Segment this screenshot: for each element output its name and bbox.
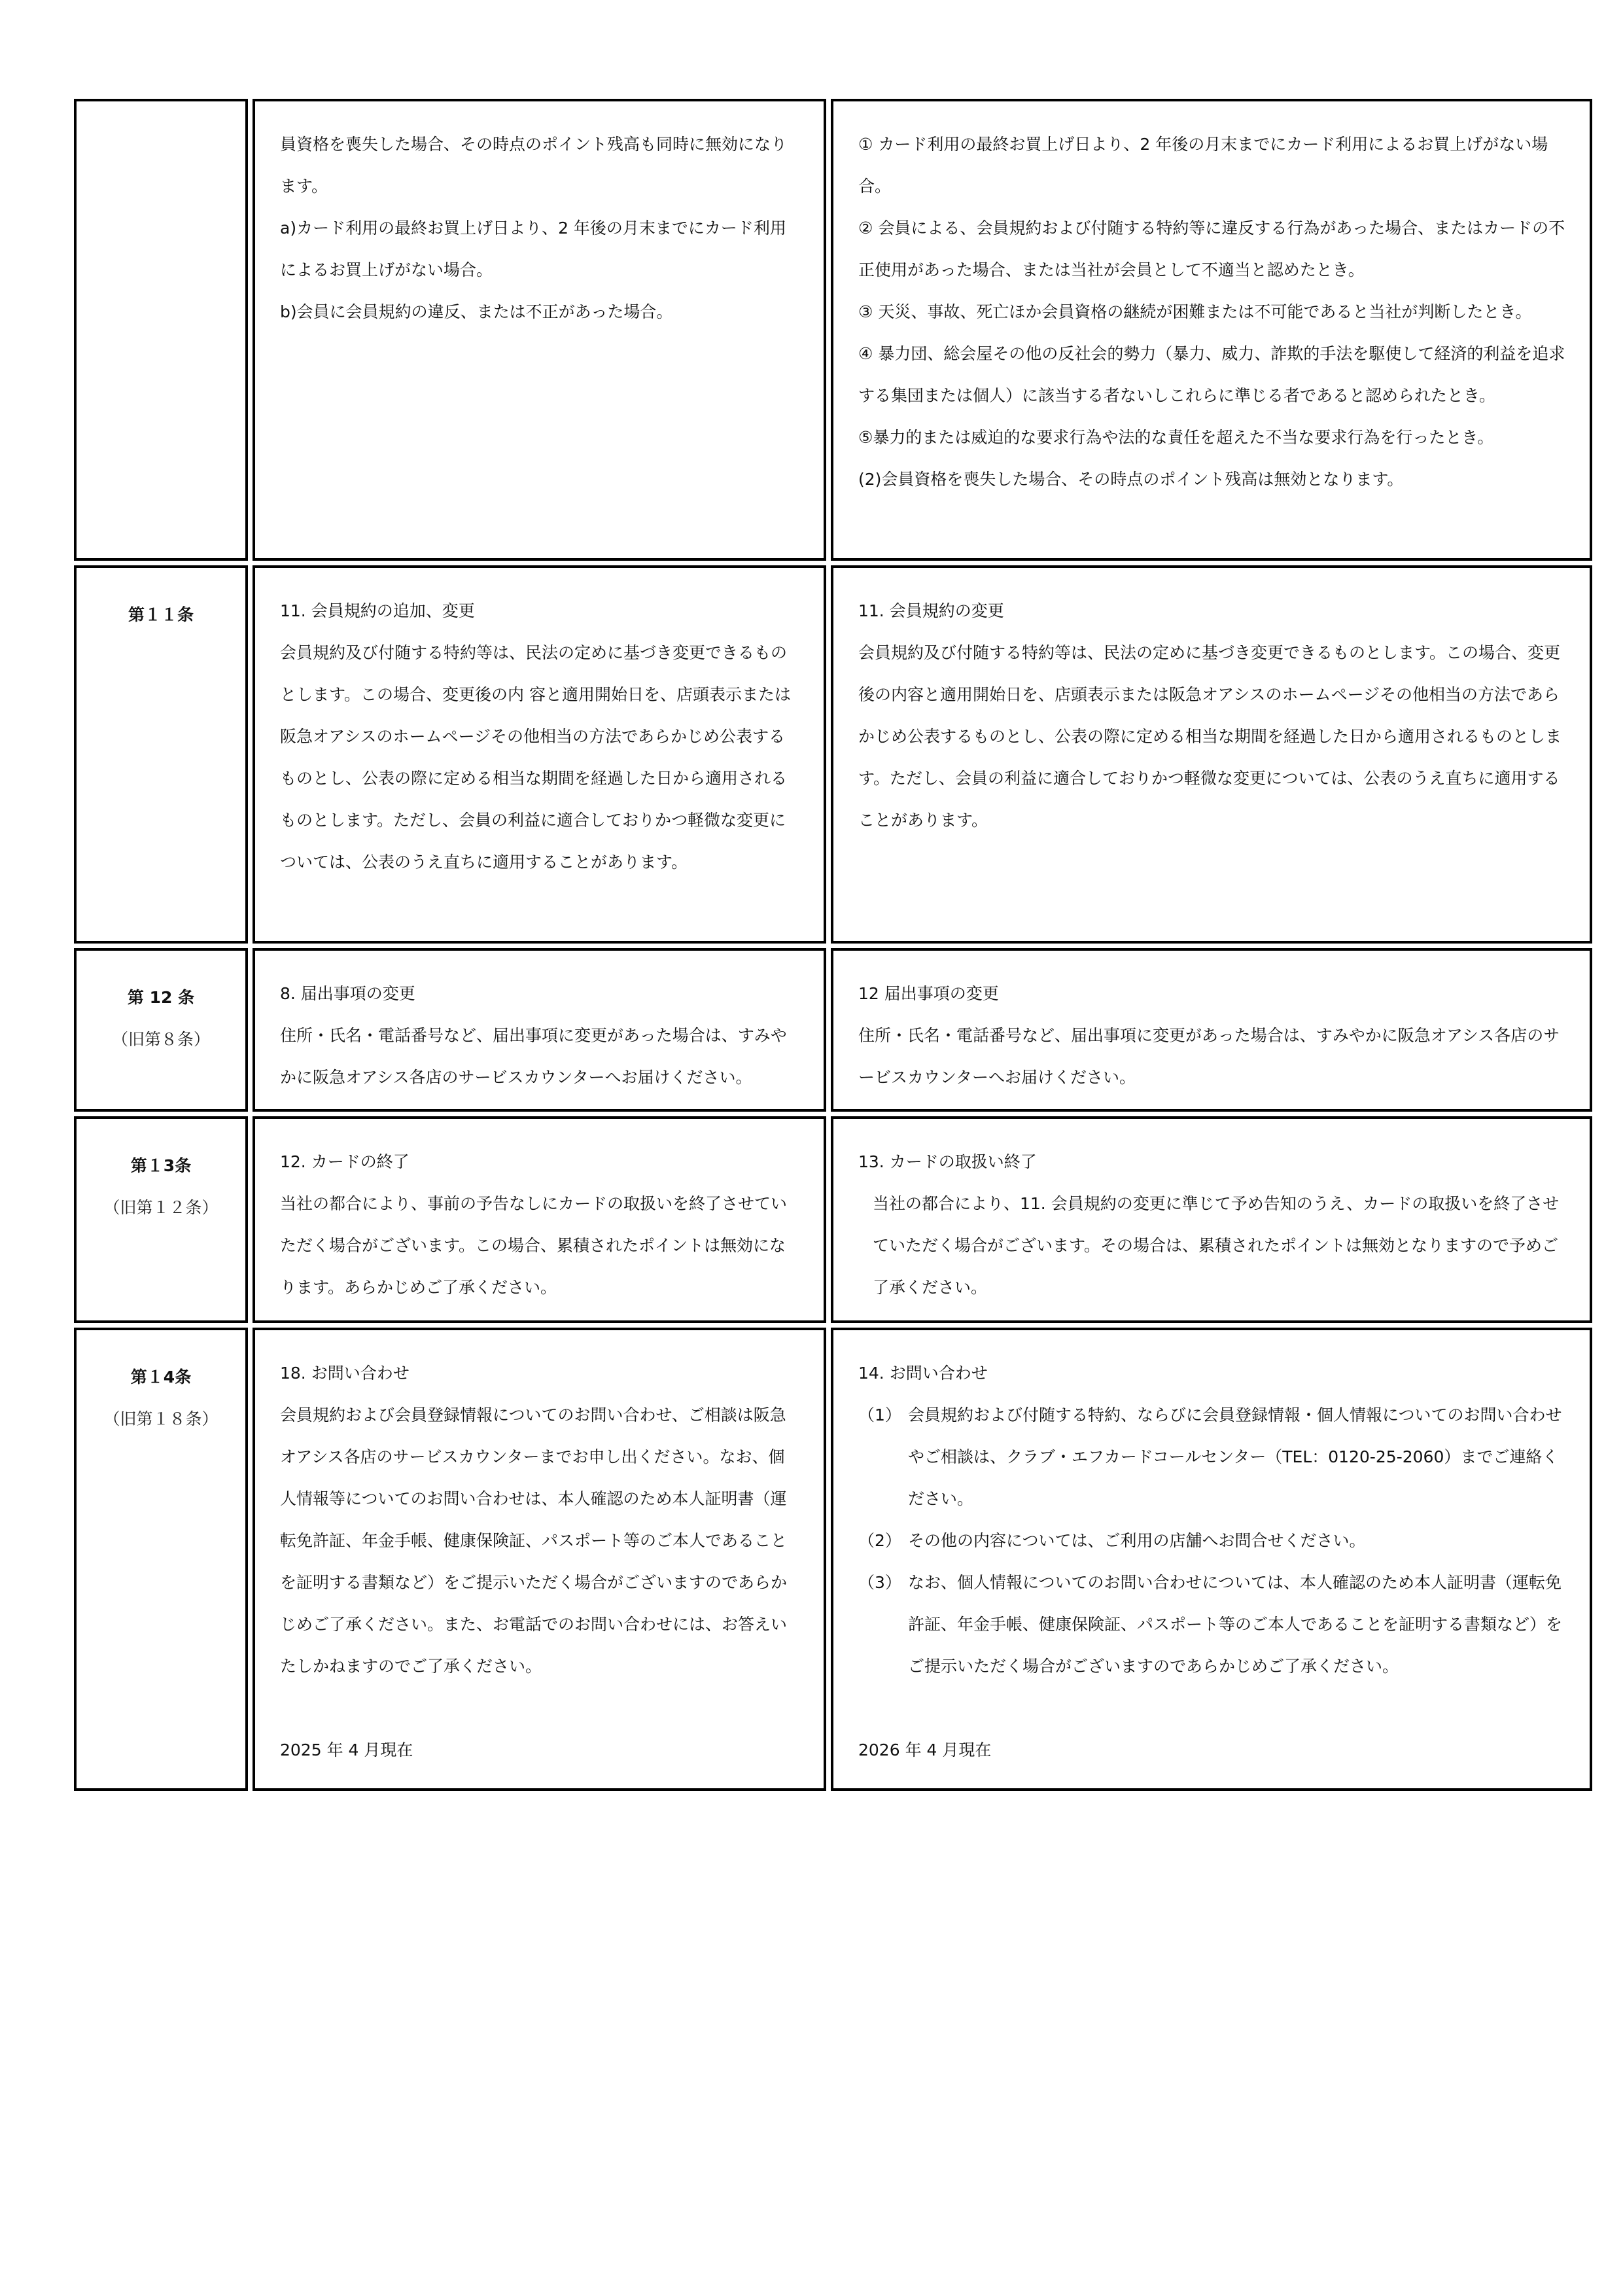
- new-text-line: ④ 暴力団、総会屋その他の反社会的勢力（暴力、威力、詐欺的手法を駆使して経済的利益を追求する集団または個人）に該当する者ないしこれらに準じる者であると認められたとき。: [858, 344, 1565, 405]
- article-cell: [74, 565, 248, 944]
- new-text-line: (2)会員資格を喪失した場合、その時点のポイント残高は無効となります。: [858, 470, 1404, 489]
- new-terms-cell: [831, 948, 1592, 1112]
- new-text-line: ③ 天災、事故、死亡ほか会員資格の継続が困難または不可能であると当社が判断したとき。: [858, 302, 1532, 321]
- new-terms-cell: [831, 565, 1592, 944]
- old-text-line: a)カード利用の最終お買上げ日より、2 年後の月末までにカード利用によるお買上げがない場合。: [280, 219, 786, 279]
- new-text-line: ② 会員による、会員規約および付随する特約等に違反する行為があった場合、またはカードの不正使用があった場合、または当社が会員として不適当と認めたとき。: [858, 219, 1565, 279]
- old-section-body: 会員規約および会員登録情報についてのお問い合わせ、ご相談は阪急オアシス各店のサービスカウンターまでお申し出ください。なお、個人情報等についてのお問い合わせは、本人確認のため本人証明書（運転免許証、年金手帳、健康保険証、パスポート等のご本人であることを証明する書類など）をご提示いただく場合がございますのであらかじめご了承ください。また、お電話でのお問い合わせには、お答えいたしかねますのでご了承ください。: [280, 1405, 788, 1676]
- list-item-text: その他の内容については、ご利用の店舗へお問合せください。: [908, 1531, 1366, 1550]
- old-terms-cell: [253, 565, 826, 944]
- old-section-heading: 12. カードの終了: [280, 1152, 410, 1171]
- old-section-heading: 8. 届出事項の変更: [280, 984, 415, 1003]
- list-item: [858, 1394, 1571, 1520]
- new-text-line: ① カード利用の最終お買上げ日より、2 年後の月末までにカード利用によるお買上げがない場合。: [858, 135, 1548, 196]
- new-text-line: ⑤暴力的または威迫的な要求行為や法的な責任を超えた不当な要求行為を行ったとき。: [858, 428, 1494, 447]
- article-title: 第１3条: [130, 1156, 192, 1175]
- article-title: 第１１条: [128, 605, 194, 624]
- new-effective-date: 2026 年 4 月現在: [858, 1740, 992, 1759]
- list-item-number: （2）: [858, 1531, 901, 1550]
- old-section-body: 会員規約及び付随する特約等は、民法の定めに基づき変更できるものとします。この場合、変更後の内 容と適用開始日を、店頭表示または阪急オアシスのホームページその他相当の方法であらかじめ公表するものとし、公表の際に定める相当な期間を経過した日から適用されるものとします。ただし、会員の利益に適合しておりかつ軽微な変更については、公表のうえ直ちに適用することがあります。: [280, 643, 791, 872]
- article-former-number: （旧第８条）: [111, 1030, 210, 1049]
- article-cell: [74, 1328, 248, 1791]
- list-item: [858, 1520, 1571, 1562]
- new-section-heading: 11. 会員規約の変更: [858, 601, 1004, 620]
- article-cell: [74, 948, 248, 1112]
- new-terms-cell: [831, 1116, 1592, 1323]
- new-terms-cell: [831, 1328, 1592, 1791]
- table-row: [74, 1328, 1592, 1791]
- table-row: [74, 948, 1592, 1112]
- old-terms-cell: [253, 1116, 826, 1323]
- new-terms-cell: [831, 99, 1592, 561]
- old-terms-cell: [253, 99, 826, 561]
- old-text-line: 員資格を喪失した場合、その時点のポイント残高も同時に無効になります。: [280, 135, 788, 196]
- article-title: 第 12 条: [127, 988, 195, 1007]
- article-cell: [74, 99, 248, 561]
- new-section-heading: 14. お問い合わせ: [858, 1364, 988, 1383]
- old-terms-cell: [253, 948, 826, 1112]
- old-section-heading: 18. お問い合わせ: [280, 1364, 410, 1383]
- old-section-body: 住所・氏名・電話番号など、届出事項に変更があった場合は、すみやかに阪急オアシス各店のサービスカウンターへお届けください。: [280, 1026, 787, 1087]
- old-text-line: b)会員に会員規約の違反、または不正があった場合。: [280, 302, 673, 321]
- article-former-number: （旧第１２条）: [103, 1198, 218, 1217]
- new-section-heading: 13. カードの取扱い終了: [858, 1152, 1037, 1171]
- old-section-heading: 11. 会員規約の追加、変更: [280, 601, 475, 620]
- article-cell: [74, 1116, 248, 1323]
- table-row: [74, 565, 1592, 944]
- list-item-text: 会員規約および付随する特約、ならびに会員登録情報・個人情報についてのお問い合わせやご相談は、クラブ・エフカードコールセンター（TEL：0120-25-2060）までご連絡ください。: [908, 1405, 1562, 1508]
- article-former-number: （旧第１８条）: [103, 1409, 218, 1428]
- list-item: [858, 1562, 1571, 1687]
- old-terms-cell: [253, 1328, 826, 1791]
- new-section-body: 住所・氏名・電話番号など、届出事項に変更があった場合は、すみやかに阪急オアシス各店のサービスカウンターへお届けください。: [858, 1026, 1560, 1087]
- old-effective-date: 2025 年 4 月現在: [280, 1740, 413, 1759]
- list-item-number: （1）: [858, 1405, 901, 1424]
- new-section-body: 会員規約及び付随する特約等は、民法の定めに基づき変更できるものとします。この場合、変更後の内容と適用開始日を、店頭表示または阪急オアシスのホームページその他相当の方法であらかじめ公表するものとし、公表の際に定める相当な期間を経過した日から適用されるものとします。ただし、会員の利益に適合しておりかつ軽微な変更については、公表のうえ直ちに適用することがあります。: [858, 643, 1562, 830]
- new-section-heading: 12 届出事項の変更: [858, 984, 999, 1003]
- table-row: [74, 99, 1592, 561]
- list-item-text: なお、個人情報についてのお問い合わせについては、本人確認のため本人証明書（運転免許証、年金手帳、健康保険証、パスポート等のご本人であることを証明する書類など）をご提示いただく場合がございますのであらかじめご了承ください。: [908, 1573, 1563, 1676]
- new-section-body: 当社の都合により、11. 会員規約の変更に準じて予め告知のうえ、カードの取扱いを終了させていただく場合がございます。その場合は、累積されたポイントは無効となりますので予めご了承ください。: [873, 1194, 1560, 1297]
- old-section-body: 当社の都合により、事前の予告なしにカードの取扱いを終了させていただく場合がございます。この場合、累積されたポイントは無効になります。あらかじめご了承ください。: [280, 1194, 788, 1297]
- article-title: 第１4条: [130, 1368, 192, 1386]
- list-item-number: （3）: [858, 1573, 901, 1592]
- table-row: [74, 1116, 1592, 1323]
